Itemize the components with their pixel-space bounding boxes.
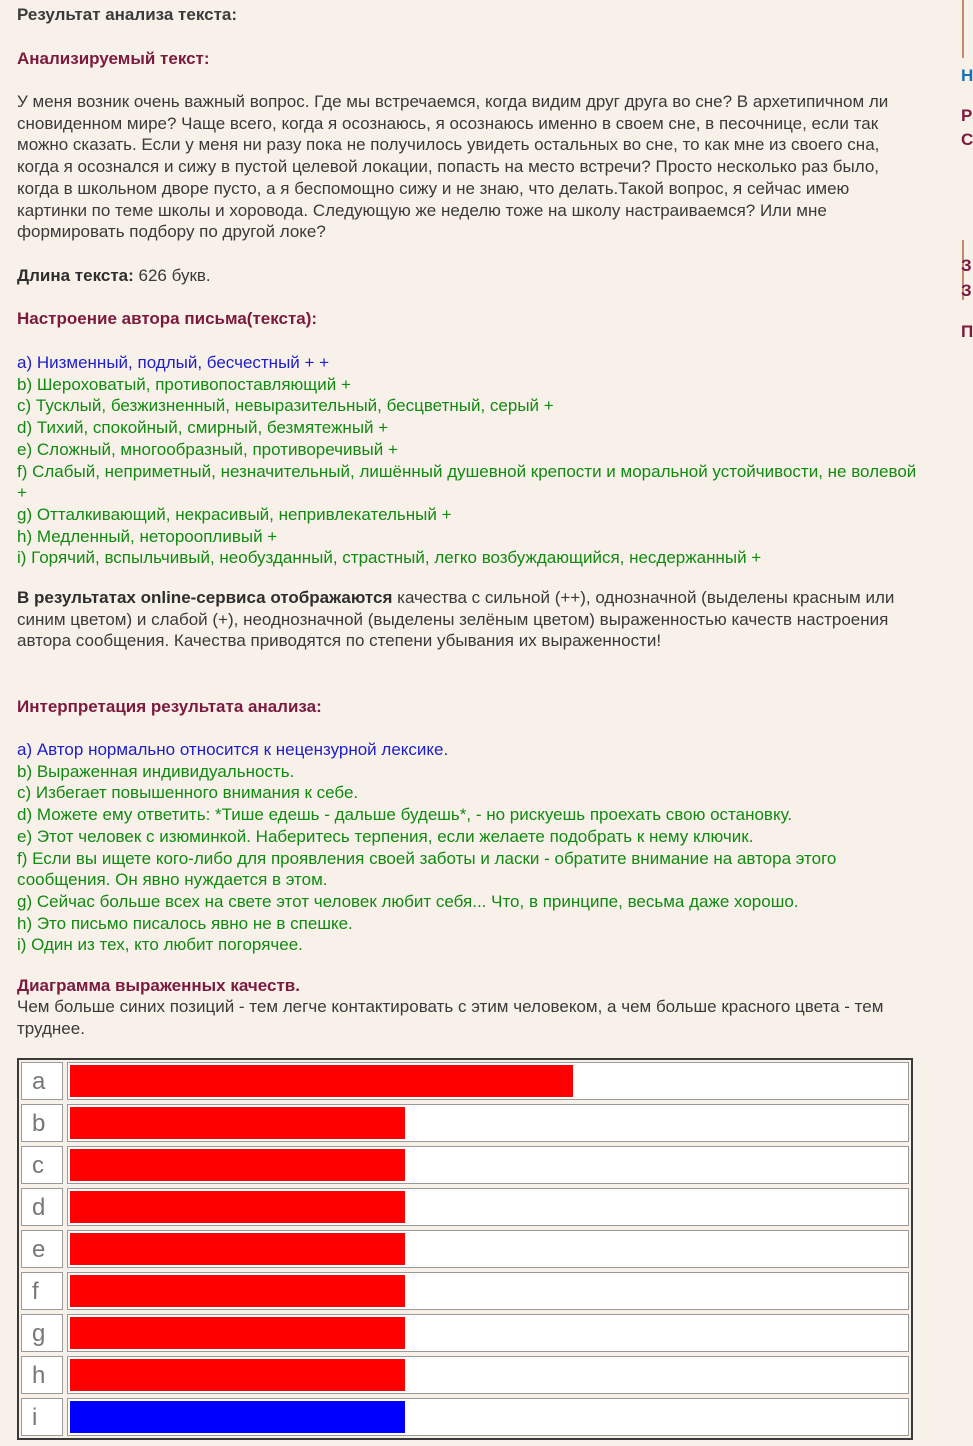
interpretation-list — [17, 739, 917, 956]
interpretation-list-item: c) Избегает повышенного внимания к себе. — [17, 783, 359, 803]
diagram-description: Чем больше синих позиций - тем легче контактировать с этим человеком, а чем больше красного цвета - тем труднее. — [17, 997, 884, 1038]
diagram-bar-track — [67, 1230, 909, 1268]
diagram-bar — [70, 1359, 405, 1391]
interpretation-list-item: g) Сейчас больше всех на свете этот человек любит себя... Что, в принципе, весьма даже хорошо. — [17, 891, 799, 911]
diagram-row — [21, 1146, 909, 1186]
mood-list-item: g) Отталкивающий, некрасивый, непривлекательный + — [17, 504, 452, 524]
mood-list — [17, 352, 917, 569]
sidebar-link-fragment[interactable]: Н — [961, 66, 973, 85]
diagram-bar-track — [67, 1146, 909, 1184]
sidebar-link-fragment[interactable]: П — [961, 322, 973, 341]
diagram-category-label: c — [21, 1146, 63, 1184]
right-sidebar-edge — [958, 0, 973, 1446]
diagram-heading: Диаграмма выраженных качеств. — [17, 976, 300, 995]
mood-list-item: f) Слабый, неприметный, незначительный, лишённый душевной крепости и моральной устойчивости, не волевой + — [17, 461, 917, 503]
diagram-category-label: i — [21, 1398, 63, 1436]
diagram-bar — [70, 1107, 405, 1139]
sidebar-link-fragment[interactable]: З — [961, 256, 972, 275]
mood-list-item: b) Шероховатый, противопоставляющий + — [17, 374, 351, 394]
diagram-bar-track — [67, 1188, 909, 1226]
diagram-row — [21, 1230, 909, 1270]
interpretation-list-item: a) Автор нормально относится к нецензурной лексике. — [17, 740, 449, 759]
mood-list-item: d) Тихий, спокойный, смирный, безмятежный + — [17, 418, 389, 438]
diagram-bar-track — [67, 1062, 909, 1100]
mood-heading: Настроение автора письма(текста): — [17, 309, 318, 328]
qualities-diagram — [17, 1058, 913, 1440]
diagram-bar — [70, 1233, 405, 1265]
diagram-bar-track — [67, 1272, 909, 1310]
diagram-bar-track — [67, 1104, 909, 1142]
interpretation-list-item: f) Если вы ищете кого-либо для проявления своей заботы и ласки - обратите внимание на автора этого сообщения. Он явно нуждается в этом. — [17, 848, 837, 890]
mood-list-item: c) Тусклый, безжизненный, невыразительный, бесцветный, серый + — [17, 396, 554, 416]
diagram-bar-track — [67, 1356, 909, 1394]
mood-list-item: e) Сложный, многообразный, противоречивый + — [17, 439, 398, 459]
diagram-category-label: f — [21, 1272, 63, 1310]
diagram-bar — [70, 1401, 405, 1433]
sidebar-border-top — [962, 0, 964, 58]
service-note-bold: В результатах online-сервиса отображаются — [17, 588, 393, 607]
diagram-row — [21, 1314, 909, 1354]
interpretation-list-item: h) Это письмо писалось явно не в спешке. — [17, 913, 353, 933]
diagram-bar — [70, 1317, 405, 1349]
diagram-bar-track — [67, 1398, 909, 1436]
diagram-row — [21, 1104, 909, 1144]
sidebar-link-fragment[interactable]: С — [961, 130, 973, 149]
sidebar-link-fragment[interactable]: Р — [961, 106, 973, 125]
text-length-value: 626 букв. — [138, 266, 211, 285]
interpretation-list-item: e) Этот человек с изюминкой. Наберитесь терпения, если желаете подобрать к нему ключик. — [17, 826, 754, 846]
diagram-category-label: b — [21, 1104, 63, 1142]
analyzed-text-heading: Анализируемый текст: — [17, 49, 210, 68]
interpretation-list-item: b) Выраженная индивидуальность. — [17, 761, 295, 781]
diagram-row — [21, 1356, 909, 1396]
diagram-bar — [70, 1191, 405, 1223]
sidebar-link-fragment[interactable]: З — [961, 281, 972, 300]
diagram-row — [21, 1188, 909, 1228]
mood-list-item: i) Горячий, вспыльчивый, необузданный, страстный, легко возбуждающийся, несдержанный + — [17, 548, 762, 568]
page-title: Результат анализа текста: — [17, 5, 238, 24]
diagram-row — [21, 1062, 909, 1102]
diagram-category-label: g — [21, 1314, 63, 1352]
diagram-bar — [70, 1149, 405, 1181]
interpretation-heading: Интерпретация результата анализа: — [17, 697, 322, 716]
diagram-category-label: d — [21, 1188, 63, 1226]
service-note-text: качества с сильной (++), однозначной (выделены красным или синим цветом) и слабой (+), неоднозначной (выделены зелёным цветом) выраженностью качеств настроения автора сообщения. Качества приводятся по степени убывания их выраженности! — [17, 588, 895, 651]
analyzed-text: У меня возник очень важный вопрос. Где мы встречаемся, когда видим друг друга во сне? В архетипичном ли сновиденном мире? Чаще всего, когда я осознаюсь, я осознаюсь именно в своем сне, в песочнице, если так можно сказать. Если у меня ни разу пока не получилось увидеть остальных во сне, то как мне из своего сна, когда я осознался и сижу в пустой целевой локации, попасть на место встречи? Просто несколько раз было, когда в школьном дворе пусто, а я беспомощно сижу и не знаю, что делать.Такой вопрос, я сейчас имею картинки по теме школы и хоровода. Следующую же неделю тоже на школу настраиваемся? Или мне формировать подбору по другой локе? — [17, 92, 889, 242]
diagram-category-label: a — [21, 1062, 63, 1100]
text-length-label: Длина текста: — [17, 266, 134, 285]
text-length — [17, 265, 211, 287]
mood-list-item: h) Медленный, нетороопливый + — [17, 526, 278, 546]
diagram-bar-track — [67, 1314, 909, 1352]
diagram-category-label: e — [21, 1230, 63, 1268]
diagram-bar — [70, 1065, 573, 1097]
service-note — [17, 587, 917, 652]
diagram-row — [21, 1398, 909, 1438]
interpretation-list-item: i) Один из тех, кто любит погорячее. — [17, 935, 303, 955]
diagram-row — [21, 1272, 909, 1312]
diagram-bar — [70, 1275, 405, 1307]
mood-list-item: a) Низменный, подлый, бесчестный + + — [17, 353, 330, 372]
diagram-category-label: h — [21, 1356, 63, 1394]
interpretation-list-item: d) Можете ему ответить: *Тише едешь - дальше будешь*, - но рискуешь проехать свою остановку. — [17, 805, 793, 825]
